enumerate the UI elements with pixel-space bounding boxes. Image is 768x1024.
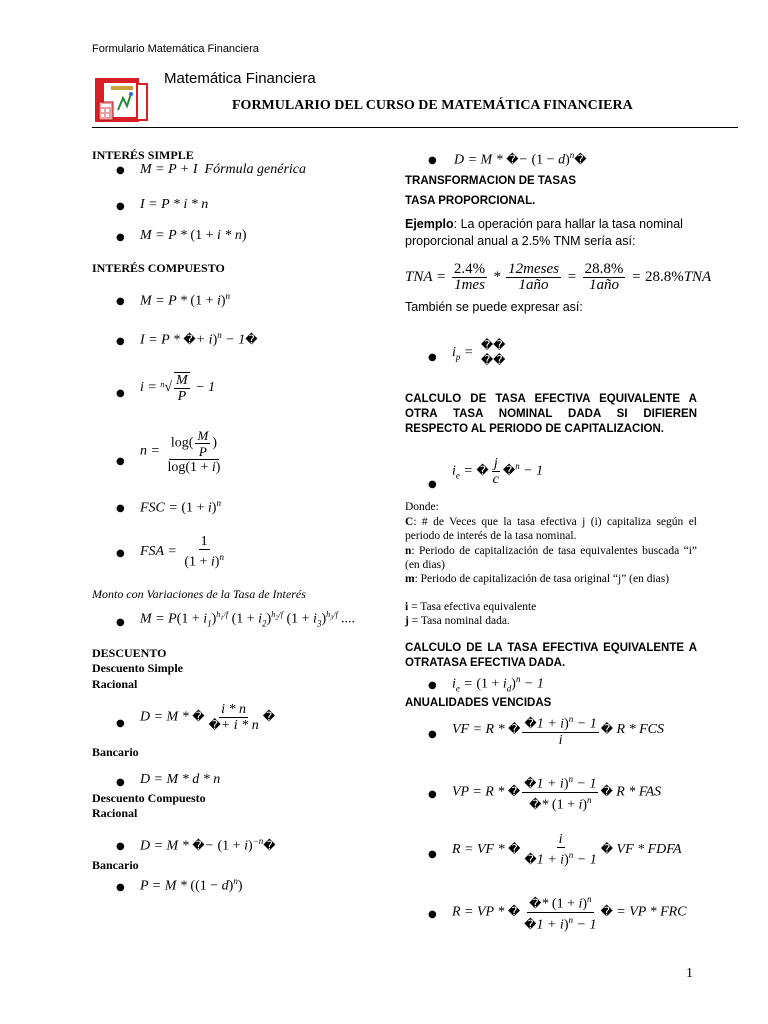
bullet-icon: ● [116, 548, 125, 559]
heading-descuento-compuesto: Descuento Compuesto [92, 791, 206, 805]
formula-interes-simple: I = P * i * n [140, 197, 209, 212]
bullet-icon: ● [428, 155, 437, 166]
heading-bancario-2: Bancario [92, 858, 139, 872]
document-title: FORMULARIO DEL CURSO DE MATEMÁTICA FINANCIERA [232, 98, 633, 113]
bullet-icon: ● [116, 336, 125, 347]
formula-monto-compuesto: $M = P * (1 + i)^n$ [140, 291, 231, 309]
formula-tasa-compuesta: i = $^n$√ $\frac{M}{P}$ − 1 [140, 373, 216, 404]
formula-monto-simple-2: M = P * (1 + i * n) [140, 228, 247, 243]
bullet-icon: ● [116, 388, 125, 399]
definition-c: C: # de Veces que la tasa efectiva j (i) capitaliza según el periodo de interés de la tasa nominal. [405, 516, 697, 542]
formula-fsa: FSA = $\frac{1}{(1 + i)^n}$ [140, 534, 224, 570]
formula-descuento-racional-compuesto: D = M * �− $(1 + i)^{-n}�$ [140, 836, 276, 854]
bullet-icon: ● [116, 777, 125, 788]
logo-title: Matemática Financiera [164, 70, 316, 87]
heading-transformacion: TRANSFORMACION DE TASAS [405, 175, 577, 187]
formula-tasa-efectiva-dada: $i_e = (1 + i_d)^n - 1$ [452, 674, 544, 694]
formula-descuento-bancario-compuesto: $P = M * ((1 - d)^n)$ [140, 876, 243, 894]
formula-descuento-compuesto-bancario-alt: D = M * �− $(1 - d)^n�$ [454, 150, 587, 168]
formula-vp: VP = R * � $\frac{�1 + i)^n - 1}{�* (1 + i)^n}$ � R * FAS [452, 774, 662, 813]
formula-fsc: FSC = $(1 + i)^n$ [140, 498, 221, 516]
heading-bancario: Bancario [92, 745, 139, 759]
bullet-icon: ● [428, 909, 437, 920]
definition-j: j = Tasa nominal dada. [405, 615, 510, 627]
bullet-icon: ● [116, 456, 125, 467]
bullet-icon: ● [116, 165, 125, 176]
heading-anualidades: ANUALIDADES VENCIDAS [405, 697, 552, 709]
heading-interes-simple: INTERÉS SIMPLE [92, 148, 194, 162]
definition-m: m: Periodo de capitalización de tasa original “j” (en dias) [405, 573, 670, 585]
heading-descuento-simple: Descuento Simple [92, 661, 183, 675]
header-rule [92, 127, 738, 128]
formula-frc: R = VP * � $\frac{�* (1 + i)^n}{�1 + i)^n - 1}$ � = VP * FRC [452, 894, 687, 933]
bullet-icon: ● [116, 882, 125, 893]
bullet-icon: ● [428, 729, 437, 740]
formula-interes-compuesto: I = P * �+ i)$^n$ − 1� [140, 330, 258, 348]
definition-i: i = Tasa efectiva equivalente [405, 601, 537, 613]
heading-racional: Racional [92, 677, 138, 691]
subheading-monto-variaciones: Monto con Variaciones de la Tasa de Interés [92, 587, 306, 601]
formula-tasa-proporcional: $i_p$ = �� �� [452, 338, 506, 367]
formula-tna-ejemplo: TNA = $\frac{2.4\%}{\text{1mes}}$ * $\frac{\text{12meses}}{\text{1año}}$ = $\frac{28.8\%}{\text{1año}}$ = 28.8%TNA [405, 261, 712, 293]
formula-monto-simple: M = P + I Fórmula genérica [140, 162, 307, 177]
heading-interes-compuesto: INTERÉS COMPUESTO [92, 261, 225, 275]
tambien-text: También se puede expresar así: [405, 300, 583, 314]
formula-fdfa: R = VF * � $\frac{i}{�1 + i)^n - 1}$ � VF * FDFA [452, 832, 682, 868]
heading-tasa-proporcional: TASA PROPORCIONAL. [405, 195, 536, 207]
formula-periodos: n = log( $\frac{M}{P}$ ) log(1 + i) [140, 428, 221, 475]
bullet-icon: ● [116, 841, 125, 852]
bullet-icon: ● [116, 201, 125, 212]
bullet-icon: ● [116, 232, 125, 243]
calculator-logo-icon [93, 76, 153, 128]
formula-vf: VF = R * � $\frac{�1 + i)^n - 1}{i}$ � R * FCS [452, 714, 664, 748]
bullet-icon: ● [116, 718, 125, 729]
formula-tasa-efectiva-equivalente: $i_e$ = � $\frac{j}{c}$ �$^n$ − 1 [452, 456, 544, 487]
heading-racional-2: Racional [92, 806, 138, 820]
page-number: 1 [686, 966, 693, 981]
running-title: Formulario Matemática Financiera [92, 43, 259, 55]
formula-descuento-bancario-simple: D = M * d * n [140, 772, 221, 787]
bullet-icon: ● [116, 503, 125, 514]
bullet-icon: ● [116, 296, 125, 307]
bullet-icon: ● [428, 479, 437, 490]
formula-descuento-racional-simple: D = M * � $\frac{i * n}{�+ i * n}$ � [140, 702, 276, 733]
heading-descuento: DESCUENTO [92, 646, 167, 660]
bullet-icon: ● [428, 849, 437, 860]
heading-calculo-tasa-nominal: CALCULO DE TASA EFECTIVA EQUIVALENTE A OTRA TASA NOMINAL DADA SI DIFIEREN RESPECTO AL PERIODO DE CAPITALIZACION. [405, 393, 697, 435]
ejemplo-paragraph: Ejemplo: La operación para hallar la tasa nominal proporcional anual a 2.5% TNM sería así: [405, 217, 683, 248]
bullet-icon: ● [428, 789, 437, 800]
donde-label: Donde: [405, 501, 439, 513]
definition-n: n: Periodo de capitalización de tasa equivalentes buscada “i” (en dias) [405, 545, 697, 571]
bullet-icon: ● [428, 352, 437, 363]
heading-calculo-tasa-efectiva: CALCULO DE LA TASA EFECTIVA EQUIVALENTE A OTRATASA EFECTIVA DADA. [405, 642, 697, 669]
formula-monto-variaciones: $M = P(1 + i_1)^{h_1/f}$ $(1 + i_2)^{h_2/f}$ $(1 + i_3)^{h_3/f}$ .... [140, 610, 356, 629]
bullet-icon: ● [428, 680, 437, 691]
bullet-icon: ● [116, 617, 125, 628]
